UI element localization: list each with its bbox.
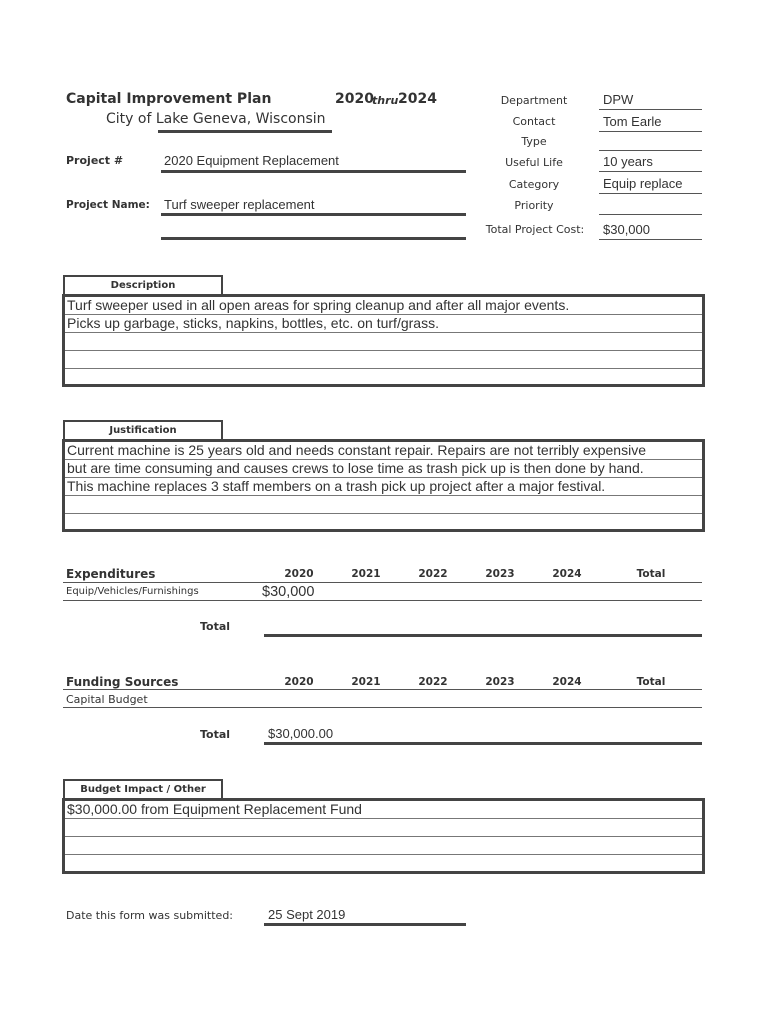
funding-year: 2023 [485, 676, 515, 688]
funding-total-col: Total [636, 676, 666, 688]
department-underline [599, 109, 702, 110]
funding-year: 2024 [552, 676, 582, 688]
date-submitted-underline [264, 923, 466, 926]
funding-year: 2021 [351, 676, 381, 688]
city-underline [158, 130, 332, 133]
description-line: Turf sweeper used in all open areas for spring cleanup and after all major events. [65, 297, 702, 315]
expenditures-year: 2023 [485, 568, 515, 580]
expenditures-row-label: Equip/Vehicles/Furnishings [66, 586, 199, 597]
budget-impact-line: $30,000.00 from Equipment Replacement Fund [65, 801, 702, 819]
category-underline [599, 193, 702, 194]
expenditures-year: 2020 [284, 568, 314, 580]
project-name-underline-2 [161, 237, 466, 240]
funding-total-label: Total [200, 728, 231, 741]
expenditures-total-rule [264, 634, 702, 637]
project-name-value: Turf sweeper replacement [164, 197, 315, 212]
expenditures-total-label: Total [200, 620, 231, 633]
date-submitted-value: 25 Sept 2019 [268, 907, 346, 922]
expenditures-total-col: Total [636, 568, 666, 580]
project-number-label: Project # [66, 154, 124, 167]
expenditures-heading: Expenditures [66, 567, 156, 581]
total-cost-value: $30,000 [603, 222, 650, 237]
description-line [65, 351, 702, 369]
year-end: 2024 [398, 91, 437, 107]
description-line [65, 333, 702, 351]
type-underline [599, 150, 702, 151]
justification-box [62, 439, 705, 532]
funding-heading: Funding Sources [66, 675, 179, 689]
description-line: Picks up garbage, sticks, napkins, bottles, etc. on turf/grass. [65, 315, 702, 333]
department-label: Department [500, 94, 568, 107]
priority-label: Priority [514, 199, 554, 212]
justification-line: This machine replaces 3 staff members on a trash pick up project after a major festival. [65, 478, 702, 496]
date-submitted-label: Date this form was submitted: [66, 909, 234, 922]
budget-impact-line [65, 855, 702, 871]
justification-line [65, 496, 702, 514]
useful-life-underline [599, 171, 702, 172]
justification-line: but are time consuming and causes crews to lose time as trash pick up is then done by hand. [65, 460, 702, 478]
category-label: Category [508, 178, 560, 191]
expenditures-year: 2022 [418, 568, 448, 580]
budget-impact-line [65, 837, 702, 855]
priority-underline [599, 214, 702, 215]
project-name-underline [161, 213, 466, 216]
contact-label: Contact [512, 115, 556, 128]
department-value: DPW [603, 92, 634, 107]
funding-header-rule [63, 689, 702, 690]
plan-title: Capital Improvement Plan [66, 91, 272, 107]
funding-total-value: $30,000.00 [268, 726, 334, 741]
funding-row-label: Capital Budget [66, 693, 148, 706]
justification-line [65, 514, 702, 529]
thru-label: thru [372, 94, 399, 107]
expenditures-2020-value: $30,000 [262, 584, 315, 600]
justification-heading: Justification [63, 420, 223, 440]
description-box [62, 294, 705, 387]
funding-year: 2020 [284, 676, 314, 688]
total-cost-label: Total Project Cost: [485, 223, 585, 236]
category-value: Equip replace [603, 176, 683, 191]
description-line [65, 369, 702, 384]
total-cost-underline [599, 239, 702, 240]
city-name: City of Lake Geneva, Wisconsin [106, 111, 326, 127]
budget-impact-box [62, 798, 705, 874]
budget-impact-line [65, 819, 702, 837]
project-name-label: Project Name: [66, 199, 150, 211]
contact-value: Tom Earle [603, 114, 662, 129]
project-number-underline [161, 170, 466, 173]
funding-year: 2022 [418, 676, 448, 688]
budget-impact-heading: Budget Impact / Other [63, 779, 223, 799]
type-label: Type [521, 135, 547, 148]
funding-total-rule [264, 742, 702, 745]
expenditures-year: 2024 [552, 568, 582, 580]
useful-life-label: Useful Life [505, 156, 563, 169]
expenditures-header-rule [63, 582, 702, 583]
description-heading: Description [63, 275, 223, 295]
expenditures-year: 2021 [351, 568, 381, 580]
contact-underline [599, 131, 702, 132]
useful-life-value: 10 years [603, 154, 653, 169]
project-number-value: 2020 Equipment Replacement [164, 153, 339, 168]
expenditures-row-rule [63, 600, 702, 601]
funding-row-rule [63, 707, 702, 708]
year-start: 2020 [335, 91, 374, 107]
justification-line: Current machine is 25 years old and needs constant repair. Repairs are not terribly expensive [65, 442, 702, 460]
